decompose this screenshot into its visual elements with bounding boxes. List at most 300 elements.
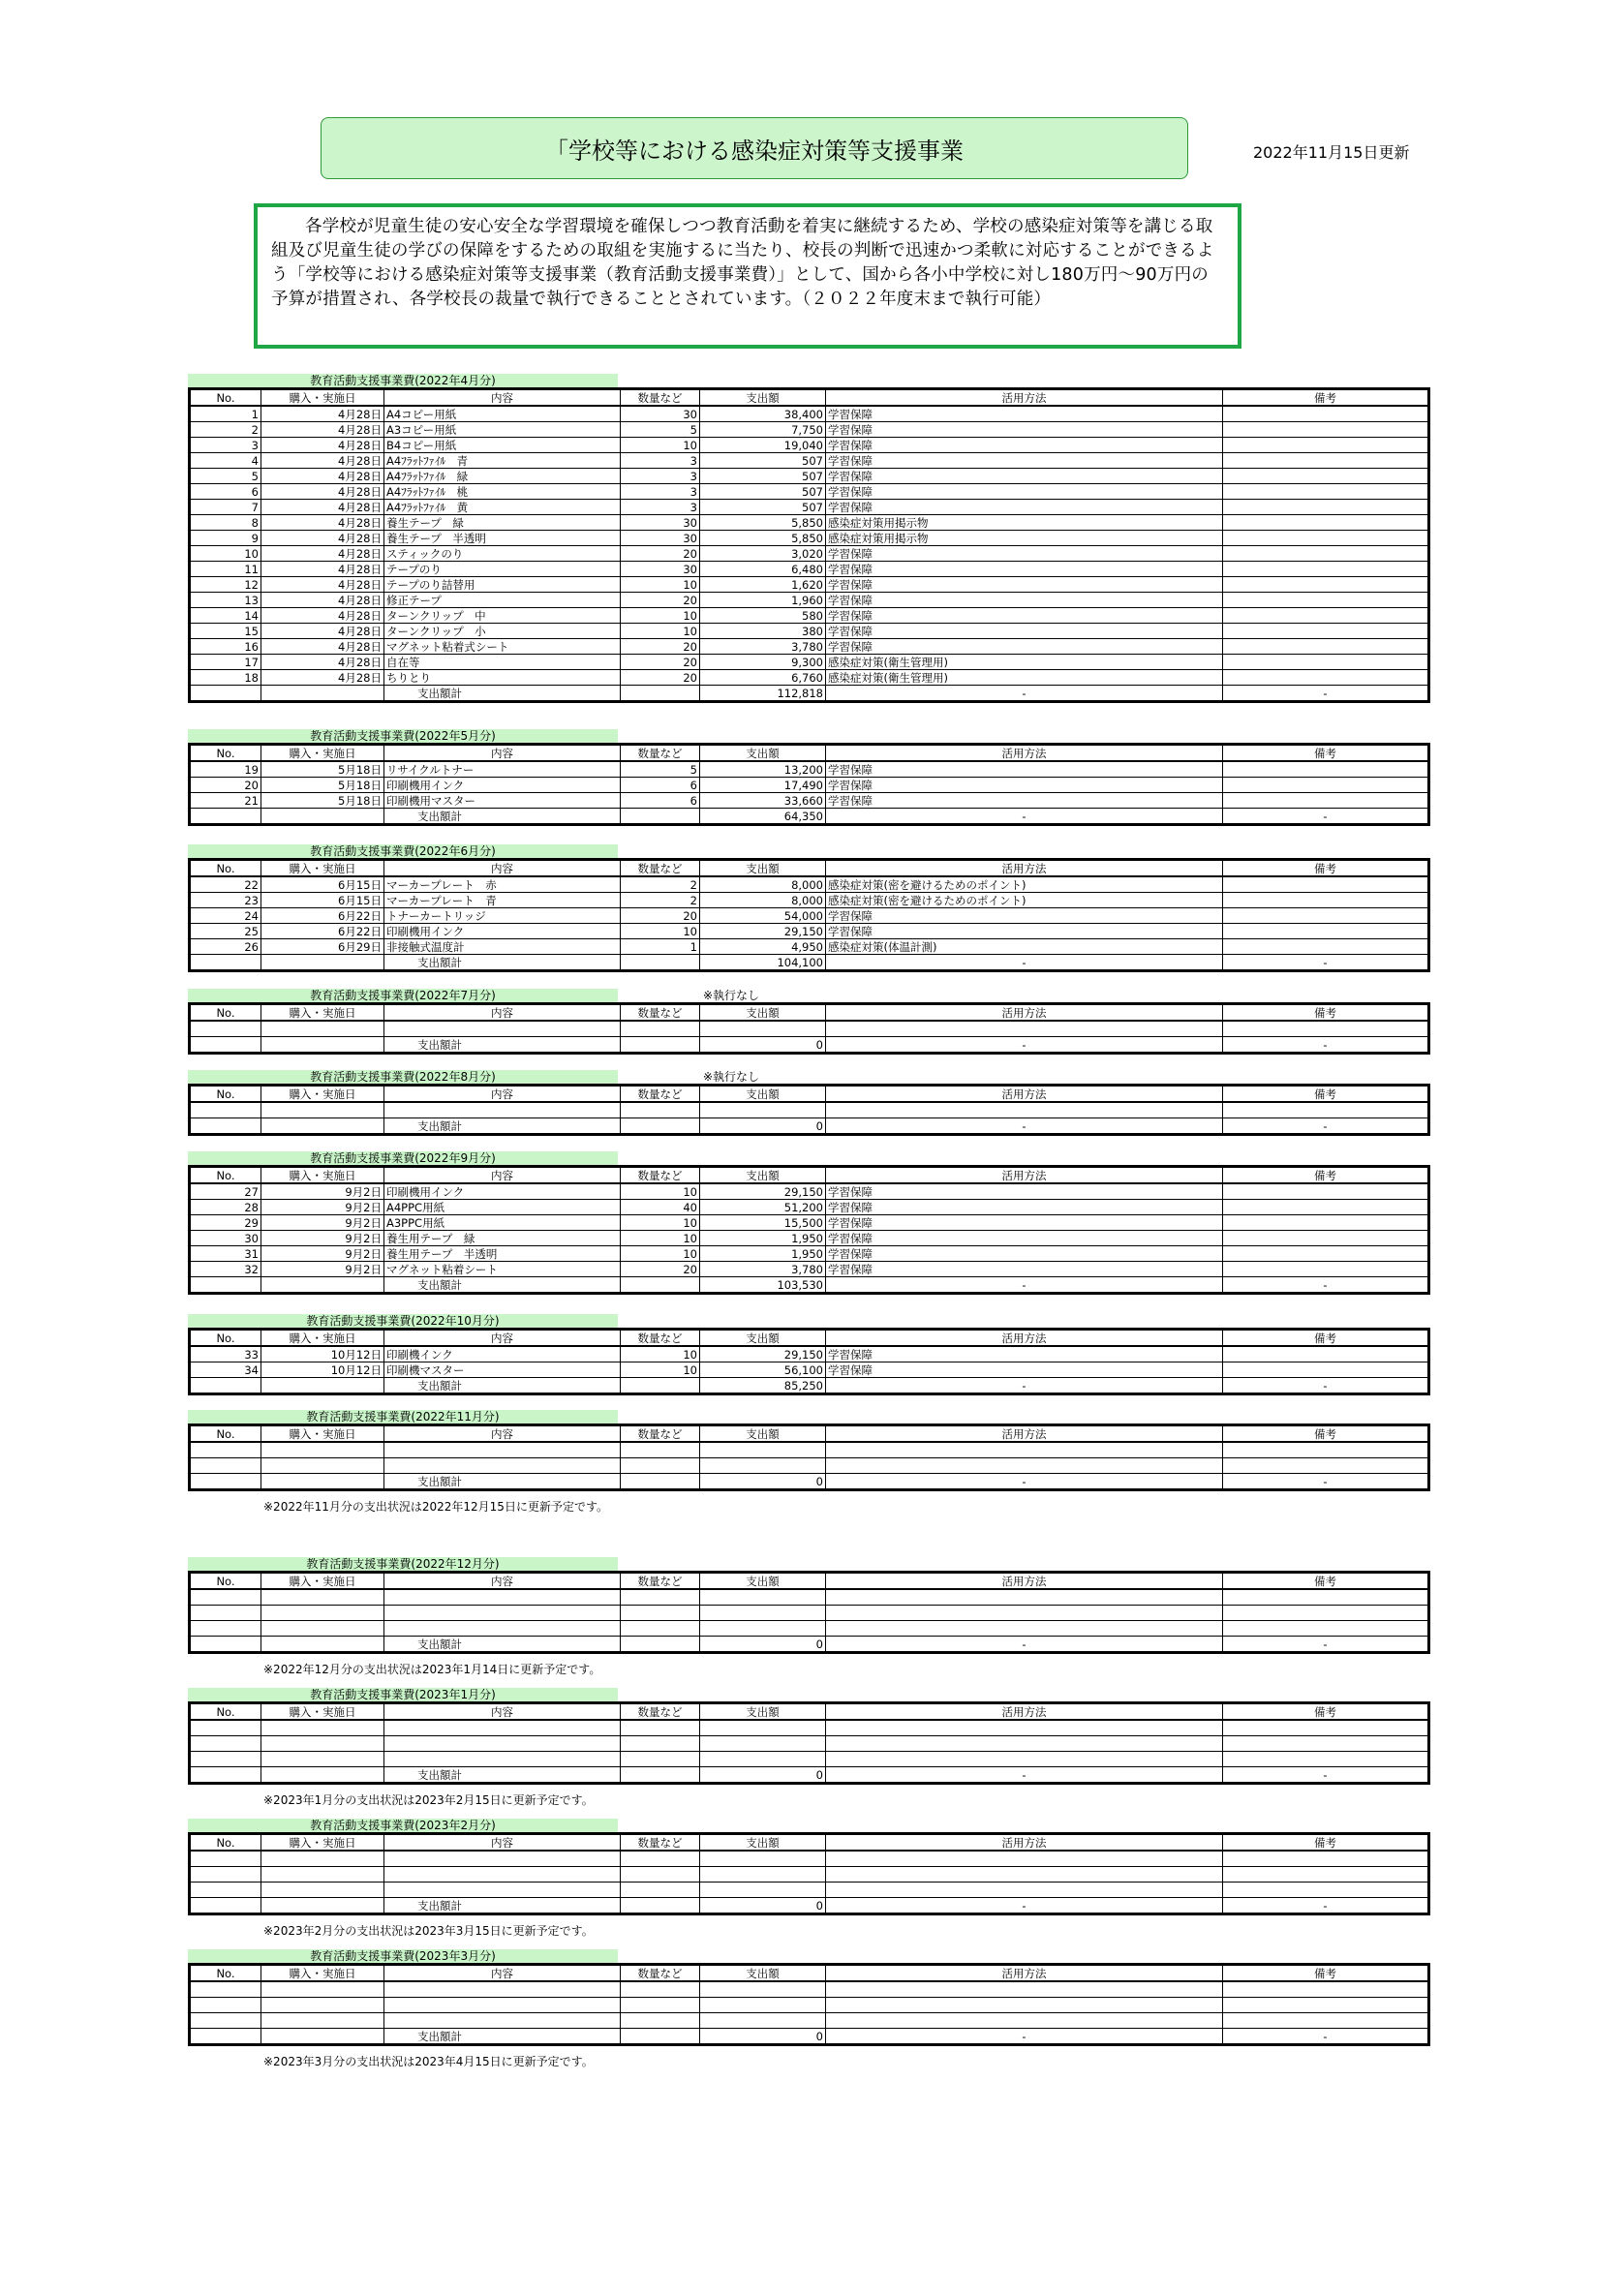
table-cell: A4ﾌﾗｯﾄﾌｧｲﾙ 青 — [384, 453, 621, 469]
table-cell — [700, 1442, 826, 1458]
table-cell: 1,620 — [700, 577, 826, 593]
table-cell — [700, 1621, 826, 1637]
table-cell: トナーカートリッジ — [384, 908, 621, 924]
table-cell — [1223, 670, 1429, 686]
table-cell: 4月28日 — [261, 438, 384, 453]
update-note: ※2023年1月分の支出状況は2023年2月15日に更新予定です。 — [263, 1793, 594, 1807]
table-cell — [190, 1767, 261, 1784]
table-cell: 16 — [190, 639, 261, 655]
column-header: No. — [190, 1086, 261, 1103]
table-row — [190, 670, 1429, 686]
table-cell: 6月15日 — [261, 893, 384, 908]
column-header: 備考 — [1223, 389, 1429, 407]
table-cell: 4月28日 — [261, 484, 384, 500]
table-cell — [1223, 1021, 1429, 1037]
column-header: 購入・実施日 — [261, 1834, 384, 1852]
table-cell: 8 — [190, 515, 261, 531]
table-cell: 3,780 — [700, 1262, 826, 1277]
column-header: 購入・実施日 — [261, 1573, 384, 1590]
column-header: 支出額 — [700, 389, 826, 407]
table-cell: 9月2日 — [261, 1246, 384, 1262]
empty-row — [190, 2013, 1429, 2029]
total-amount: 0 — [700, 1118, 826, 1135]
table-cell — [384, 2013, 621, 2029]
column-header: 購入・実施日 — [261, 1330, 384, 1347]
total-row — [190, 1767, 1429, 1784]
table-cell — [190, 1883, 261, 1898]
table-cell: 29,150 — [700, 1346, 826, 1362]
table-cell — [1223, 624, 1429, 639]
table-cell — [1223, 1183, 1429, 1200]
column-header: 内容 — [384, 1703, 621, 1721]
table-cell — [621, 1378, 700, 1394]
table-cell: 30 — [621, 562, 700, 577]
total-dash: - — [826, 2029, 1223, 2045]
table-cell — [190, 1851, 261, 1867]
table-cell — [1223, 876, 1429, 893]
column-header: 購入・実施日 — [261, 1703, 384, 1721]
column-header: No. — [190, 1004, 261, 1022]
table-cell — [700, 1736, 826, 1752]
table-cell: 4,950 — [700, 939, 826, 955]
table-cell: 学習保障 — [826, 608, 1223, 624]
header-row — [190, 1004, 1429, 1022]
column-header: 支出額 — [700, 1834, 826, 1852]
table-cell: 3 — [190, 438, 261, 453]
table-cell: 学習保障 — [826, 438, 1223, 453]
column-header: 支出額 — [700, 745, 826, 762]
table-cell — [621, 809, 700, 825]
table-cell — [1223, 1752, 1429, 1767]
table-cell — [621, 1606, 700, 1621]
table-cell — [700, 1851, 826, 1867]
table-cell — [1223, 406, 1429, 422]
table-row — [190, 924, 1429, 939]
table-cell: 1 — [190, 406, 261, 422]
table-cell: 507 — [700, 469, 826, 484]
total-row — [190, 1118, 1429, 1135]
table-row — [190, 562, 1429, 577]
table-cell: 31 — [190, 1246, 261, 1262]
table-cell: 10 — [621, 1362, 700, 1378]
table-cell: 5 — [190, 469, 261, 484]
total-amount: 112,818 — [700, 686, 826, 702]
table-cell — [826, 1736, 1223, 1752]
table-cell: 感染症対策(衛生管理用) — [826, 655, 1223, 670]
table-cell — [190, 1102, 261, 1118]
column-header: 購入・実施日 — [261, 1167, 384, 1184]
table-cell: 学習保障 — [826, 778, 1223, 793]
table-cell: 51,200 — [700, 1200, 826, 1215]
table-cell: 5,850 — [700, 531, 826, 546]
table-cell: 自在等 — [384, 655, 621, 670]
table-cell: 学習保障 — [826, 546, 1223, 562]
table-row — [190, 1183, 1429, 1200]
table-cell: 10月12日 — [261, 1346, 384, 1362]
total-dash: - — [1223, 2029, 1429, 2045]
table-cell — [1223, 1606, 1429, 1621]
ledger-table — [188, 1165, 1430, 1295]
ledger-section — [188, 844, 1427, 972]
ledger-table — [188, 1701, 1430, 1785]
table-cell — [826, 1998, 1223, 2013]
total-amount: 103,530 — [700, 1277, 826, 1294]
page-title-box — [321, 117, 1188, 179]
table-cell: 9月2日 — [261, 1183, 384, 1200]
table-cell — [826, 1021, 1223, 1037]
empty-row — [190, 1102, 1429, 1118]
empty-row — [190, 1021, 1429, 1037]
table-cell: 4月28日 — [261, 655, 384, 670]
table-cell — [1223, 593, 1429, 608]
table-cell — [1223, 1458, 1429, 1474]
table-cell: 10 — [621, 1346, 700, 1362]
table-cell: 380 — [700, 624, 826, 639]
ledger-table — [188, 1963, 1430, 2046]
ledger-table — [188, 1002, 1430, 1055]
table-cell: 学習保障 — [826, 1346, 1223, 1362]
column-header: 活用方法 — [826, 1965, 1223, 1982]
table-cell — [190, 1474, 261, 1490]
column-header: 数量など — [621, 860, 700, 877]
table-cell — [384, 1752, 621, 1767]
table-cell — [261, 1021, 384, 1037]
table-cell: A4コピー用紙 — [384, 406, 621, 422]
empty-row — [190, 1720, 1429, 1736]
table-cell: 17,490 — [700, 778, 826, 793]
column-header: 活用方法 — [826, 860, 1223, 877]
table-cell: 3 — [621, 453, 700, 469]
column-header: 支出額 — [700, 1167, 826, 1184]
table-cell: 21 — [190, 793, 261, 809]
empty-row — [190, 1851, 1429, 1867]
total-dash: - — [1223, 1037, 1429, 1054]
section-title: 教育活動支援事業費(2022年5月分) — [188, 729, 618, 743]
table-cell: 10 — [621, 1183, 700, 1200]
table-cell: 修正テープ — [384, 593, 621, 608]
table-cell: 9月2日 — [261, 1200, 384, 1215]
table-cell — [621, 1736, 700, 1752]
table-cell — [190, 1736, 261, 1752]
column-header: No. — [190, 860, 261, 877]
total-dash: - — [1223, 1118, 1429, 1135]
table-cell — [1223, 1851, 1429, 1867]
table-cell — [700, 1883, 826, 1898]
table-cell: 非接触式温度計 — [384, 939, 621, 955]
table-cell: 12 — [190, 577, 261, 593]
table-cell — [621, 1637, 700, 1653]
table-cell — [384, 1867, 621, 1883]
table-cell: 学習保障 — [826, 1262, 1223, 1277]
total-label: 支出額計 — [384, 1037, 621, 1054]
table-cell — [700, 1981, 826, 1998]
table-cell: 学習保障 — [826, 422, 1223, 438]
section-title: 教育活動支援事業費(2023年1月分) — [188, 1688, 618, 1701]
total-dash: - — [1223, 1898, 1429, 1914]
table-row — [190, 469, 1429, 484]
table-cell: テープのり — [384, 562, 621, 577]
table-cell: 507 — [700, 484, 826, 500]
table-cell — [1223, 893, 1429, 908]
total-dash: - — [826, 1637, 1223, 1653]
table-cell: 25 — [190, 924, 261, 939]
table-cell — [261, 1998, 384, 2013]
column-header: 活用方法 — [826, 1167, 1223, 1184]
table-cell: 33,660 — [700, 793, 826, 809]
table-row — [190, 1246, 1429, 1262]
table-cell: 学習保障 — [826, 406, 1223, 422]
empty-row — [190, 1867, 1429, 1883]
table-cell — [1223, 531, 1429, 546]
table-cell — [190, 1277, 261, 1294]
column-header: 備考 — [1223, 860, 1429, 877]
table-cell — [1223, 453, 1429, 469]
table-cell: 13,200 — [700, 761, 826, 778]
table-cell — [826, 1851, 1223, 1867]
ledger-table — [188, 1424, 1430, 1491]
table-cell — [190, 1621, 261, 1637]
column-header: 備考 — [1223, 1004, 1429, 1022]
table-cell: 30 — [190, 1231, 261, 1246]
section-title: 教育活動支援事業費(2023年2月分) — [188, 1819, 618, 1832]
table-cell — [1223, 500, 1429, 515]
table-cell — [384, 1998, 621, 2013]
table-cell: 学習保障 — [826, 1246, 1223, 1262]
table-row — [190, 1231, 1429, 1246]
table-cell — [384, 1021, 621, 1037]
table-cell — [190, 2013, 261, 2029]
column-header: 数量など — [621, 1834, 700, 1852]
total-label: 支出額計 — [384, 955, 621, 971]
table-row — [190, 655, 1429, 670]
table-cell — [1223, 939, 1429, 955]
column-header: 備考 — [1223, 1573, 1429, 1590]
total-amount: 0 — [700, 1898, 826, 1914]
table-cell: 29 — [190, 1215, 261, 1231]
column-header: 活用方法 — [826, 1330, 1223, 1347]
table-cell: 32 — [190, 1262, 261, 1277]
total-dash: - — [1223, 1637, 1429, 1653]
column-header: 支出額 — [700, 1703, 826, 1721]
table-cell: マグネット粘着式シート — [384, 639, 621, 655]
table-cell — [1223, 546, 1429, 562]
table-cell: 1,950 — [700, 1231, 826, 1246]
ledger-section — [188, 1557, 1427, 1676]
section-title: 教育活動支援事業費(2022年8月分) — [188, 1070, 618, 1084]
table-row — [190, 438, 1429, 453]
table-cell: 4月28日 — [261, 469, 384, 484]
table-cell: 学習保障 — [826, 1362, 1223, 1378]
page-title: 「学校等における感染症対策等支援事業 — [545, 137, 964, 165]
table-cell: 14 — [190, 608, 261, 624]
table-cell: 20 — [621, 670, 700, 686]
table-cell — [1223, 422, 1429, 438]
table-cell — [1223, 1200, 1429, 1215]
table-cell — [826, 1621, 1223, 1637]
section-title: 教育活動支援事業費(2022年4月分) — [188, 374, 618, 387]
header-row — [190, 1425, 1429, 1443]
total-dash: - — [826, 1037, 1223, 1054]
total-row — [190, 1898, 1429, 1914]
table-cell: マーカープレート 青 — [384, 893, 621, 908]
table-cell: 6月29日 — [261, 939, 384, 955]
total-dash: - — [826, 1277, 1223, 1294]
ledger-section — [188, 374, 1427, 703]
column-header: 支出額 — [700, 1573, 826, 1590]
column-header: 活用方法 — [826, 1703, 1223, 1721]
column-header: 活用方法 — [826, 1573, 1223, 1590]
total-label: 支出額計 — [384, 2029, 621, 2045]
empty-row — [190, 1736, 1429, 1752]
table-cell: 6 — [621, 778, 700, 793]
table-row — [190, 761, 1429, 778]
table-cell: 1,960 — [700, 593, 826, 608]
table-cell: 20 — [621, 1262, 700, 1277]
total-dash: - — [1223, 1767, 1429, 1784]
table-cell — [261, 1589, 384, 1606]
table-cell: 10 — [621, 1231, 700, 1246]
table-cell: 9月2日 — [261, 1262, 384, 1277]
table-cell: 7 — [190, 500, 261, 515]
table-cell: A4ﾌﾗｯﾄﾌｧｲﾙ 緑 — [384, 469, 621, 484]
table-cell: 4月28日 — [261, 531, 384, 546]
update-note: ※2023年2月分の支出状況は2023年3月15日に更新予定です。 — [263, 1924, 594, 1938]
table-cell: 5月18日 — [261, 778, 384, 793]
column-header: 支出額 — [700, 1965, 826, 1982]
empty-row — [190, 1981, 1429, 1998]
table-cell: 6,760 — [700, 670, 826, 686]
table-cell — [384, 1736, 621, 1752]
table-cell: 学習保障 — [826, 577, 1223, 593]
column-header: 活用方法 — [826, 389, 1223, 407]
table-row — [190, 453, 1429, 469]
total-dash: - — [826, 686, 1223, 702]
table-row — [190, 608, 1429, 624]
table-cell: 学習保障 — [826, 1231, 1223, 1246]
table-cell — [190, 2029, 261, 2045]
table-cell: 10 — [621, 924, 700, 939]
column-header: 数量など — [621, 1004, 700, 1022]
total-label: 支出額計 — [384, 1898, 621, 1914]
table-row — [190, 1200, 1429, 1215]
ledger-section — [188, 1151, 1427, 1295]
table-cell: 4月28日 — [261, 406, 384, 422]
table-cell — [1223, 1720, 1429, 1736]
section-title: 教育活動支援事業費(2022年9月分) — [188, 1151, 618, 1165]
table-row — [190, 624, 1429, 639]
table-cell — [826, 1589, 1223, 1606]
empty-row — [190, 1998, 1429, 2013]
total-dash: - — [1223, 1474, 1429, 1490]
table-cell: 4月28日 — [261, 639, 384, 655]
table-cell — [384, 1851, 621, 1867]
total-dash: - — [826, 1474, 1223, 1490]
table-cell: B4コピー用紙 — [384, 438, 621, 453]
table-cell — [1223, 639, 1429, 655]
total-amount: 0 — [700, 1767, 826, 1784]
table-cell: 2 — [621, 893, 700, 908]
total-label: 支出額計 — [384, 686, 621, 702]
table-cell — [384, 1442, 621, 1458]
table-cell — [1223, 1736, 1429, 1752]
section-title: 教育活動支援事業費(2022年12月分) — [188, 1557, 618, 1571]
table-cell: 4月28日 — [261, 422, 384, 438]
table-cell — [384, 1621, 621, 1637]
table-cell — [384, 1720, 621, 1736]
table-cell: 感染症対策(体温計測) — [826, 939, 1223, 955]
total-dash: - — [826, 1767, 1223, 1784]
column-header: 備考 — [1223, 1167, 1429, 1184]
total-label: 支出額計 — [384, 1277, 621, 1294]
header-row — [190, 1834, 1429, 1852]
table-cell: 学習保障 — [826, 624, 1223, 639]
table-cell — [261, 1752, 384, 1767]
table-cell: 5月18日 — [261, 761, 384, 778]
table-cell: 27 — [190, 1183, 261, 1200]
table-cell — [1223, 515, 1429, 531]
column-header: 備考 — [1223, 1086, 1429, 1103]
table-cell: 4月28日 — [261, 624, 384, 639]
table-cell: 印刷機用インク — [384, 778, 621, 793]
table-row — [190, 1262, 1429, 1277]
table-cell — [384, 1589, 621, 1606]
column-header: No. — [190, 1965, 261, 1982]
section-title: 教育活動支援事業費(2022年11月分) — [188, 1410, 618, 1424]
table-cell — [190, 1998, 261, 2013]
column-header: 内容 — [384, 745, 621, 762]
table-cell: 7,750 — [700, 422, 826, 438]
table-cell: 6,480 — [700, 562, 826, 577]
no-execution-note: ※執行なし — [703, 989, 760, 1002]
table-cell — [261, 1637, 384, 1653]
table-cell — [700, 1867, 826, 1883]
table-cell — [1223, 577, 1429, 593]
table-row — [190, 793, 1429, 809]
table-cell — [190, 1118, 261, 1135]
total-label: 支出額計 — [384, 1474, 621, 1490]
table-cell: 4月28日 — [261, 453, 384, 469]
table-cell — [1223, 655, 1429, 670]
column-header: 備考 — [1223, 1330, 1429, 1347]
table-cell — [384, 1458, 621, 1474]
table-cell — [261, 1851, 384, 1867]
table-cell — [700, 1720, 826, 1736]
table-cell: 5 — [621, 422, 700, 438]
table-cell: 29,150 — [700, 924, 826, 939]
total-row — [190, 686, 1429, 702]
table-cell: 18 — [190, 670, 261, 686]
table-cell — [621, 1442, 700, 1458]
column-header: 内容 — [384, 1086, 621, 1103]
table-cell — [261, 1118, 384, 1135]
ledger-section — [188, 1949, 1427, 2068]
table-cell: 507 — [700, 453, 826, 469]
table-cell: 2 — [190, 422, 261, 438]
total-label: 支出額計 — [384, 1118, 621, 1135]
total-dash: - — [826, 809, 1223, 825]
ledger-table — [188, 858, 1430, 972]
table-cell: 5,850 — [700, 515, 826, 531]
total-label: 支出額計 — [384, 1378, 621, 1394]
table-cell — [190, 1442, 261, 1458]
header-row — [190, 1703, 1429, 1721]
table-cell — [261, 809, 384, 825]
total-row — [190, 1637, 1429, 1653]
table-cell: 学習保障 — [826, 793, 1223, 809]
table-cell — [261, 1898, 384, 1914]
ledger-section — [188, 1410, 1427, 1514]
table-cell: 養生テープ 半透明 — [384, 531, 621, 546]
